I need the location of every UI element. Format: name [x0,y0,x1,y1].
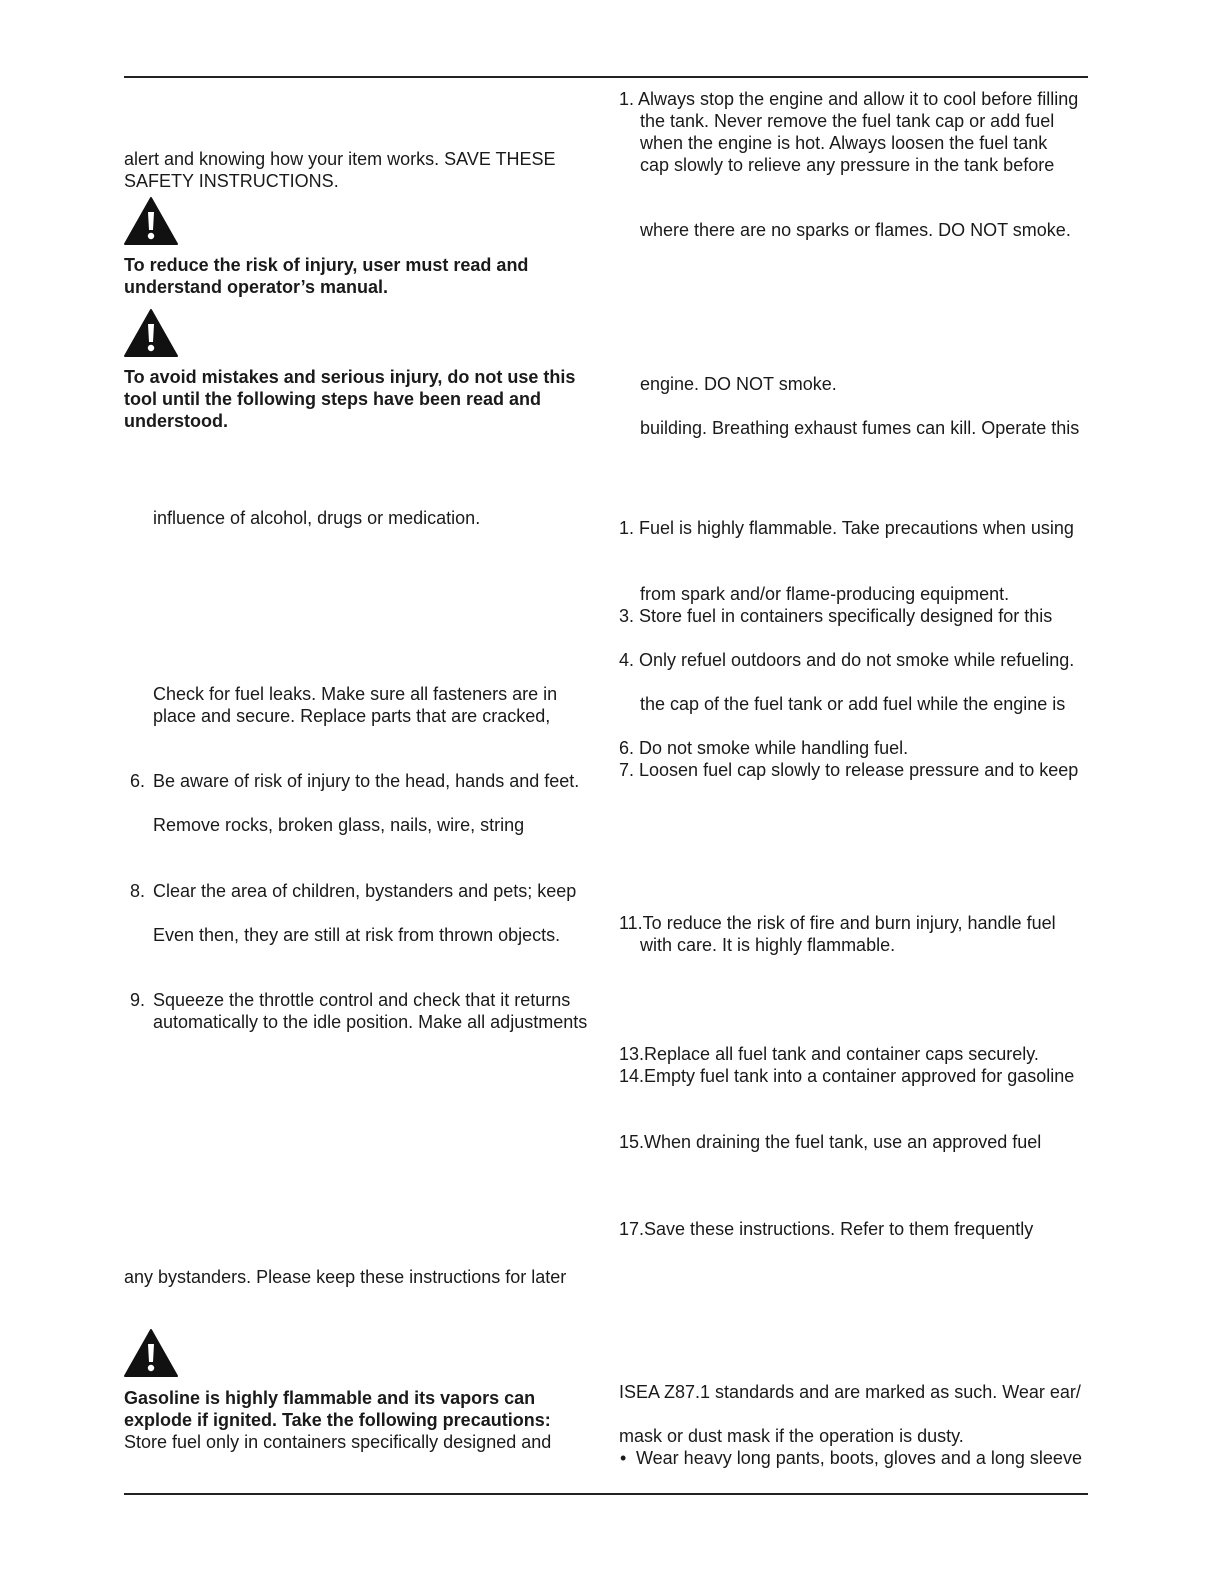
r-item1-line-3: when the engine is hot. Always loosen the fuel tank [640,133,1048,153]
item9-line-2: automatically to the idle position. Make all adjustments [153,1012,588,1032]
r-fuel-item-7: 7. Loosen fuel cap slowly to release pressure and to keep [619,760,1079,780]
item9-line-1: Squeeze the throttle control and check that it returns [153,990,571,1010]
intro-line-2: SAFETY INSTRUCTIONS. [124,171,339,191]
warning-triangle-icon [123,1328,179,1378]
item8-text: Clear the area of children, bystanders and pets; keep [153,881,577,901]
r-fuel-item-11-line-2: with care. It is highly flammable. [640,935,896,955]
item6-text: Be aware of risk of injury to the head, hands and feet. [153,771,580,791]
gasoline-line-1: Gasoline is highly flammable and its vapors can [124,1388,536,1408]
influence-line: influence of alcohol, drugs or medication. [153,508,481,528]
r-fuel-item-13: 13.Replace all fuel tank and container caps securely. [619,1044,1039,1064]
r-isea: ISEA Z87.1 standards and are marked as such. Wear ear/ [619,1382,1081,1402]
warning2-line-3: understood. [124,411,228,431]
r-no-sparks: where there are no sparks or flames. DO NOT smoke. [640,220,1071,240]
warning1-line-2: understand operator’s manual. [124,277,389,297]
bystanders-line: any bystanders. Please keep these instructions for later [124,1267,567,1287]
item9-number: 9. [130,990,146,1010]
r-fuel-item-3: 3. Store fuel in containers specifically designed for this [619,606,1053,626]
warning-triangle-icon [123,308,179,358]
r-engine-smoke: engine. DO NOT smoke. [640,374,837,394]
r-mask: mask or dust mask if the operation is dusty. [619,1426,964,1446]
r-building: building. Breathing exhaust fumes can kill. Operate this [640,418,1080,438]
warning1-line-1: To reduce the risk of injury, user must read and [124,255,529,275]
footer-rule [124,1493,1088,1495]
r-fuel-item-4: 4. Only refuel outdoors and do not smoke while refueling. [619,650,1075,670]
r-item1-line-2: the tank. Never remove the fuel tank cap or add fuel [640,111,1055,131]
even-then-line: Even then, they are still at risk from thrown objects. [153,925,561,945]
warning2-line-1: To avoid mistakes and serious injury, do not use this [124,367,576,387]
check-line-2: place and secure. Replace parts that are cracked, [153,706,551,726]
r-item1-line-1: 1. Always stop the engine and allow it to cool before filling [619,89,1079,109]
intro-line-1: alert and knowing how your item works. SAVE THESE [124,149,556,169]
warning2-line-2: tool until the following steps have been read and [124,389,542,409]
r-fuel-item-17: 17.Save these instructions. Refer to them frequently [619,1219,1034,1239]
r-fuel-item-6: 6. Do not smoke while handling fuel. [619,738,909,758]
warning-triangle-icon [123,196,179,246]
remove-line: Remove rocks, broken glass, nails, wire, string [153,815,525,835]
check-line-1: Check for fuel leaks. Make sure all fasteners are in [153,684,558,704]
r-fuel-item-11-line-1: 11.To reduce the risk of fire and burn injury, handle fuel [619,913,1056,933]
r-fuel-item-15: 15.When draining the fuel tank, use an approved fuel [619,1132,1042,1152]
item6-number: 6. [130,771,146,791]
header-rule [124,76,1088,78]
r-item1-line-4: cap slowly to relieve any pressure in the tank before [640,155,1055,175]
r-bullet-pants: Wear heavy long pants, boots, gloves and a long sleeve [636,1448,1082,1468]
r-cap-tank: the cap of the fuel tank or add fuel while the engine is [640,694,1066,714]
gasoline-line-2: explode if ignited. Take the following precautions: [124,1410,551,1430]
r-fuel-item-14: 14.Empty fuel tank into a container approved for gasoline [619,1066,1075,1086]
r-spark: from spark and/or flame-producing equipment. [640,584,1010,604]
r-bullet-symbol: • [620,1448,627,1468]
r-fuel-item-1: 1. Fuel is highly flammable. Take precautions when using [619,518,1074,538]
store-fuel-line: Store fuel only in containers specifically designed and [124,1432,552,1452]
item8-number: 8. [130,881,146,901]
